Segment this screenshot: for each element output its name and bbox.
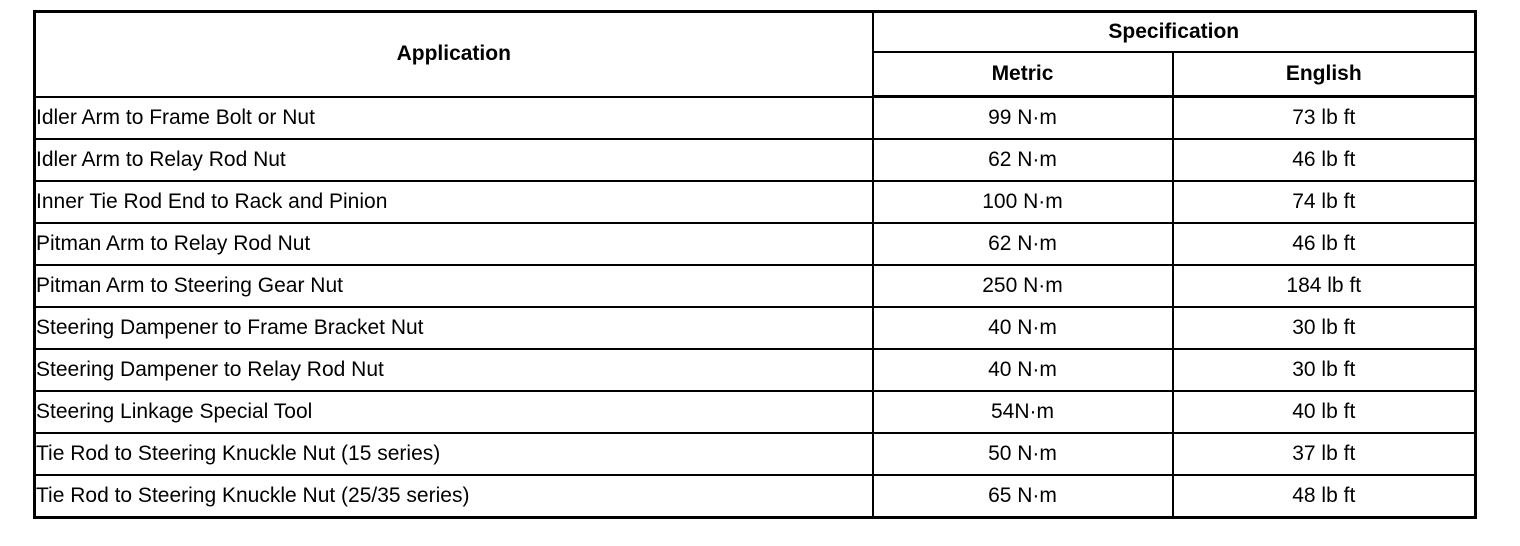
header-row-top: [35, 12, 1476, 53]
application-cell: Idler Arm to Relay Rod Nut: [35, 139, 873, 181]
metric-column-header: Metric: [873, 52, 1173, 97]
application-column-header: Application: [35, 12, 873, 97]
metric-cell: 250 N·m: [873, 265, 1173, 307]
table-row: [35, 307, 1476, 349]
application-cell: Idler Arm to Frame Bolt or Nut: [35, 97, 873, 140]
application-cell: Steering Dampener to Frame Bracket Nut: [35, 307, 873, 349]
application-cell: Pitman Arm to Relay Rod Nut: [35, 223, 873, 265]
table-row: [35, 349, 1476, 391]
metric-cell: 50 N·m: [873, 433, 1173, 475]
application-cell: Tie Rod to Steering Knuckle Nut (15 series): [35, 433, 873, 475]
english-cell: 46 lb ft: [1173, 223, 1476, 265]
metric-cell: 62 N·m: [873, 223, 1173, 265]
application-cell: Tie Rod to Steering Knuckle Nut (25/35 series): [35, 475, 873, 518]
english-cell: 30 lb ft: [1173, 307, 1476, 349]
table-row: [35, 475, 1476, 518]
table-row: [35, 391, 1476, 433]
application-cell: Steering Dampener to Relay Rod Nut: [35, 349, 873, 391]
english-cell: 48 lb ft: [1173, 475, 1476, 518]
english-cell: 184 lb ft: [1173, 265, 1476, 307]
table-row: [35, 265, 1476, 307]
application-cell: Steering Linkage Special Tool: [35, 391, 873, 433]
table-row: [35, 139, 1476, 181]
english-cell: 73 lb ft: [1173, 97, 1476, 140]
english-cell: 30 lb ft: [1173, 349, 1476, 391]
metric-cell: 40 N·m: [873, 307, 1173, 349]
english-column-header: English: [1173, 52, 1476, 97]
torque-specification-table: [33, 10, 1477, 519]
table-row: [35, 433, 1476, 475]
metric-cell: 40 N·m: [873, 349, 1173, 391]
english-cell: 37 lb ft: [1173, 433, 1476, 475]
metric-cell: 100 N·m: [873, 181, 1173, 223]
table-body: [35, 97, 1476, 518]
metric-cell: 62 N·m: [873, 139, 1173, 181]
table-row: [35, 181, 1476, 223]
specification-column-header: Specification: [873, 12, 1476, 53]
application-cell: Pitman Arm to Steering Gear Nut: [35, 265, 873, 307]
table-row: [35, 223, 1476, 265]
metric-cell: 65 N·m: [873, 475, 1173, 518]
english-cell: 74 lb ft: [1173, 181, 1476, 223]
english-cell: 40 lb ft: [1173, 391, 1476, 433]
metric-cell: 99 N·m: [873, 97, 1173, 140]
metric-cell: 54N·m: [873, 391, 1173, 433]
application-cell: Inner Tie Rod End to Rack and Pinion: [35, 181, 873, 223]
table-row: [35, 97, 1476, 140]
english-cell: 46 lb ft: [1173, 139, 1476, 181]
